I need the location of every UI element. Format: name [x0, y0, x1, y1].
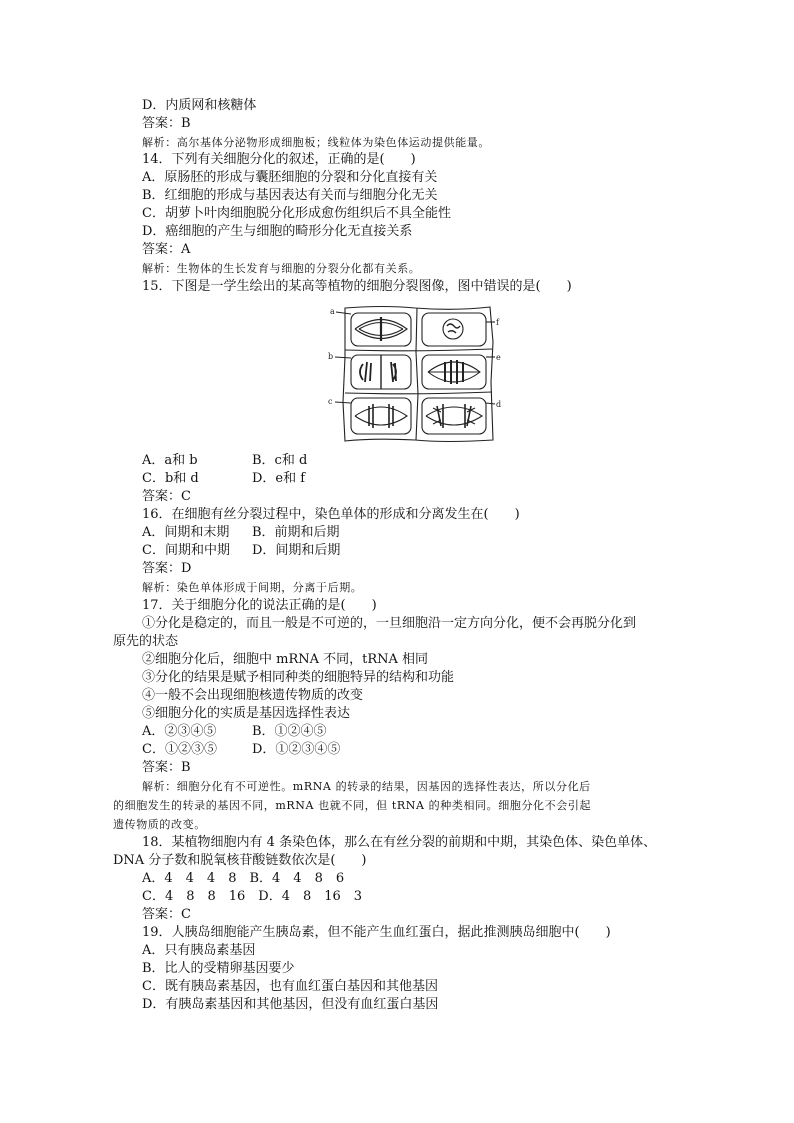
q19-option-d: D．有胰岛素基因和其他基因，但没有血红蛋白基因 [142, 997, 439, 1012]
q15-option-c: C．b和 d [142, 471, 199, 486]
cell-division-figure [325, 302, 505, 445]
q14-option-b: B．红细胞的形成与基因表达有关而与细胞分化无关 [142, 188, 438, 203]
figure-label-b: b [328, 352, 334, 361]
q17-analysis-line3: 遗传物质的改变。 [113, 818, 206, 831]
q16-options-row2 [142, 542, 340, 560]
q15-options-row1 [142, 452, 307, 470]
q14-option-c: C．胡萝卜叶肉细胞脱分化形成愈伤组织后不具全能性 [142, 206, 451, 221]
q16-option-d: D．间期和后期 [252, 543, 341, 558]
q18-stem-line1: 18．某植物细胞内有 4 条染色体，那么在有丝分裂的前期和中期，其染色体、染色单体、 [142, 835, 657, 850]
figure-label-a: a [330, 307, 335, 316]
q15-stem: 15．下图是一学生绘出的某高等植物的细胞分裂图像，图中错误的是( ) [142, 279, 572, 294]
q14-option-d: D．癌细胞的产生与细胞的畸形分化无直接关系 [142, 224, 413, 239]
q15-option-b: B．c和 d [252, 453, 308, 468]
q19-option-c: C．既有胰岛素基因，也有血红蛋白基因和其他基因 [142, 979, 438, 994]
q17-stem: 17．关于细胞分化的说法正确的是( ) [142, 598, 377, 613]
q17-item-3: ③分化的结果是赋予相同种类的细胞特异的结构和功能 [142, 670, 455, 685]
q17-options-row2 [142, 741, 340, 759]
figure-label-d: d [496, 400, 502, 409]
q19-option-b: B．比人的受精卵基因要少 [142, 961, 295, 976]
q15-answer: 答案：C [142, 489, 191, 504]
q14-stem: 14．下列有关细胞分化的叙述，正确的是( ) [142, 152, 416, 167]
q19-stem: 19．人胰岛细胞能产生胰岛素，但不能产生血红蛋白，据此推测胰岛细胞中( ) [142, 925, 611, 940]
q14-analysis: 解析：生物体的生长发育与细胞的分裂分化都有关系。 [142, 262, 421, 275]
q17-options-row1 [142, 723, 327, 741]
q16-answer: 答案：D [142, 561, 192, 576]
q18-stem-line2: DNA 分子数和脱氧核苷酸链数依次是( ) [113, 853, 367, 868]
q17-option-d: D．①②③④⑤ [252, 742, 341, 757]
q13-option-d: D．内质网和核糖体 [142, 98, 257, 113]
q17-item-1a: ①分化是稳定的，而且一般是不可逆的，一旦细胞沿一定方向分化，便不会再脱分化到 [142, 616, 637, 631]
q17-item-5: ⑤细胞分化的实质是基因选择性表达 [142, 706, 351, 721]
q13-answer: 答案：B [142, 116, 191, 131]
q17-option-b: B．①②④⑤ [252, 724, 327, 739]
q17-item-4: ④一般不会出现细胞核遗传物质的改变 [142, 688, 364, 703]
q16-options-row1 [142, 524, 340, 542]
q15-option-d: D．e和 f [252, 471, 306, 486]
q16-option-c: C．间期和中期 [142, 543, 230, 558]
q14-answer: 答案：A [142, 242, 191, 257]
q14-option-a: A．原肠胚的形成与囊胚细胞的分裂和分化直接有关 [142, 170, 438, 185]
q15-options-row2 [142, 470, 305, 488]
figure-label-f: f [496, 318, 499, 327]
q13-analysis: 解析：高尔基体分泌物形成细胞板；线粒体为染色体运动提供能量。 [142, 136, 490, 149]
q18-options-row2: C．4 8 8 16 D．4 8 16 3 [142, 889, 363, 904]
figure-label-e: e [496, 353, 501, 362]
q15-option-a: A．a和 b [142, 453, 198, 468]
q16-option-a: A．间期和末期 [142, 525, 230, 540]
q16-stem: 16．在细胞有丝分裂过程中，染色单体的形成和分离发生在( ) [142, 507, 520, 522]
q17-option-c: C．①②③⑤ [142, 742, 217, 757]
q17-analysis-line2: 的细胞发生的转录的基因不同，mRNA 也就不同，但 tRNA 的种类相同。细胞分化不会引起 [113, 799, 592, 812]
q17-analysis-line1: 解析：细胞分化有不可逆性。mRNA 的转录的结果，因基因的选择性表达，所以分化后 [142, 780, 591, 793]
q17-option-a: A．②③④⑤ [142, 724, 217, 739]
q19-option-a: A．只有胰岛素基因 [142, 943, 256, 958]
q17-answer: 答案：B [142, 760, 191, 775]
q16-option-b: B．前期和后期 [252, 525, 340, 540]
q18-answer: 答案：C [142, 907, 191, 922]
q16-analysis: 解析：染色单体形成于间期，分离于后期。 [142, 581, 363, 594]
figure-label-c: c [328, 397, 333, 406]
q18-options-row1: A．4 4 4 8 B．4 4 8 6 [142, 871, 345, 886]
q17-item-2: ②细胞分化后，细胞中 mRNA 不同，tRNA 相同 [142, 652, 429, 667]
q17-item-1b: 原先的状态 [113, 634, 179, 649]
